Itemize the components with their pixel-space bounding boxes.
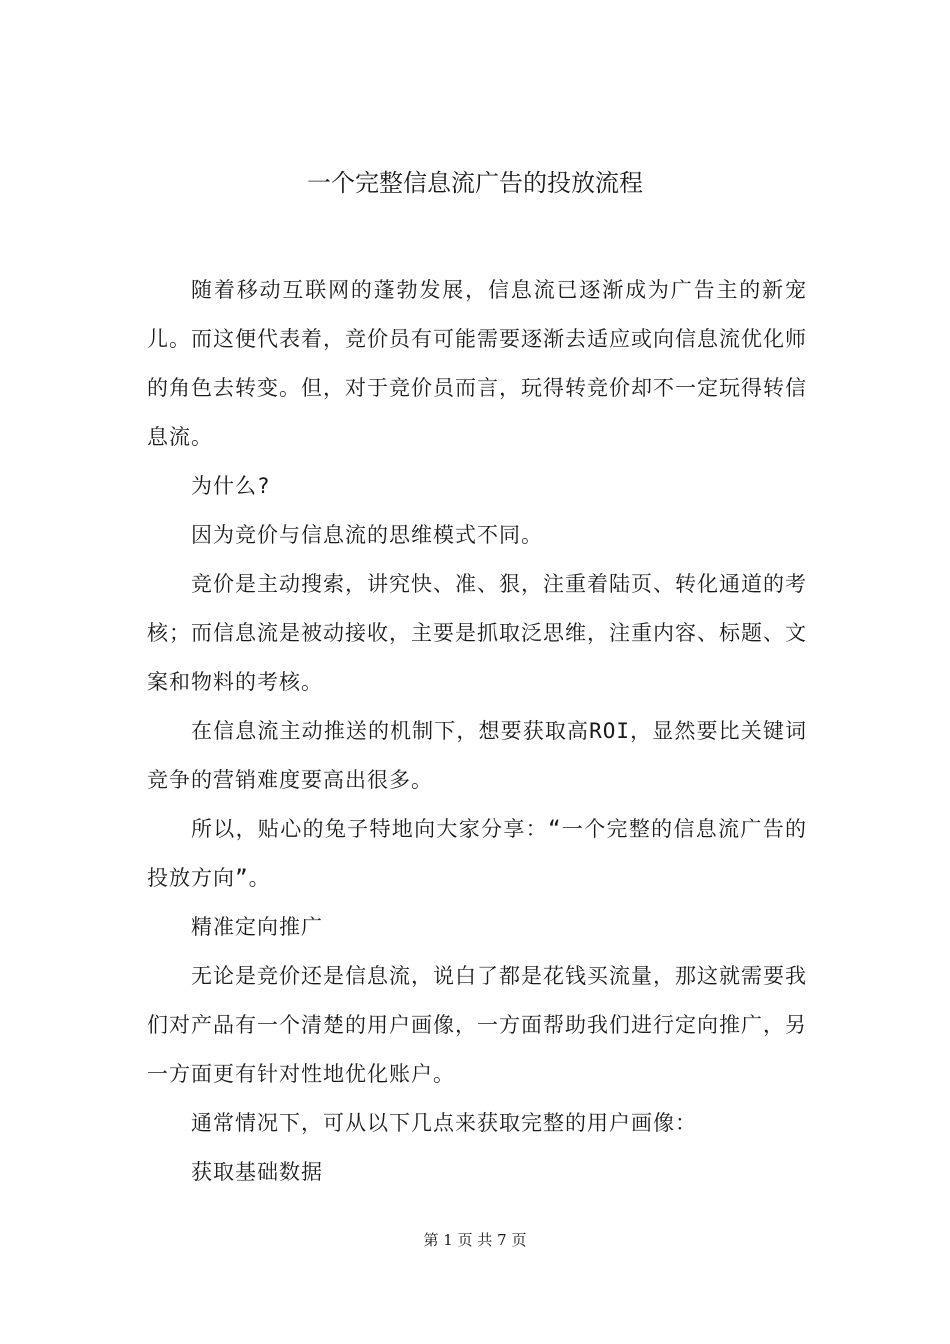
paragraph: 通常情况下，可从以下几点来获取完整的用户画像： [191, 1111, 697, 1135]
section-heading: 精准定向推广 [191, 915, 323, 939]
paragraph: 因为竞价与信息流的思维模式不同。 [191, 523, 543, 547]
paragraph: 竞价是主动搜索，讲究快、准、狠，注重着陆页、转化通道的考核；而信息流是被动接收，主要是抓取泛思维，注重内容、标题、文案和物料的考核。 [147, 572, 807, 694]
paragraph: 为什么? [191, 474, 271, 498]
page-footer: 第 1 页 共 7 页 [423, 1231, 527, 1249]
document-title: 一个完整信息流广告的投放流程 [307, 169, 643, 197]
document-body [147, 266, 807, 1197]
section-heading: 获取基础数据 [191, 1160, 323, 1184]
paragraph: 无论是竞价还是信息流，说白了都是花钱买流量，那这就需要我们对产品有一个清楚的用户画像，一方面帮助我们进行定向推广，另一方面更有针对性地优化账户。 [147, 964, 807, 1086]
paragraph: 在信息流主动推送的机制下，想要获取高ROI，显然要比关键词竞争的营销难度要高出很多。 [147, 719, 807, 792]
paragraph: 随着移动互联网的蓬勃发展，信息流已逐渐成为广告主的新宠儿。而这便代表着，竞价员有可能需要逐渐去适应或向信息流优化师的角色去转变。但，对于竞价员而言，玩得转竞价却不一定玩得转信息流。 [147, 278, 807, 449]
paragraph: 所以，贴心的兔子特地向大家分享：“一个完整的信息流广告的投放方向”。 [147, 817, 807, 890]
